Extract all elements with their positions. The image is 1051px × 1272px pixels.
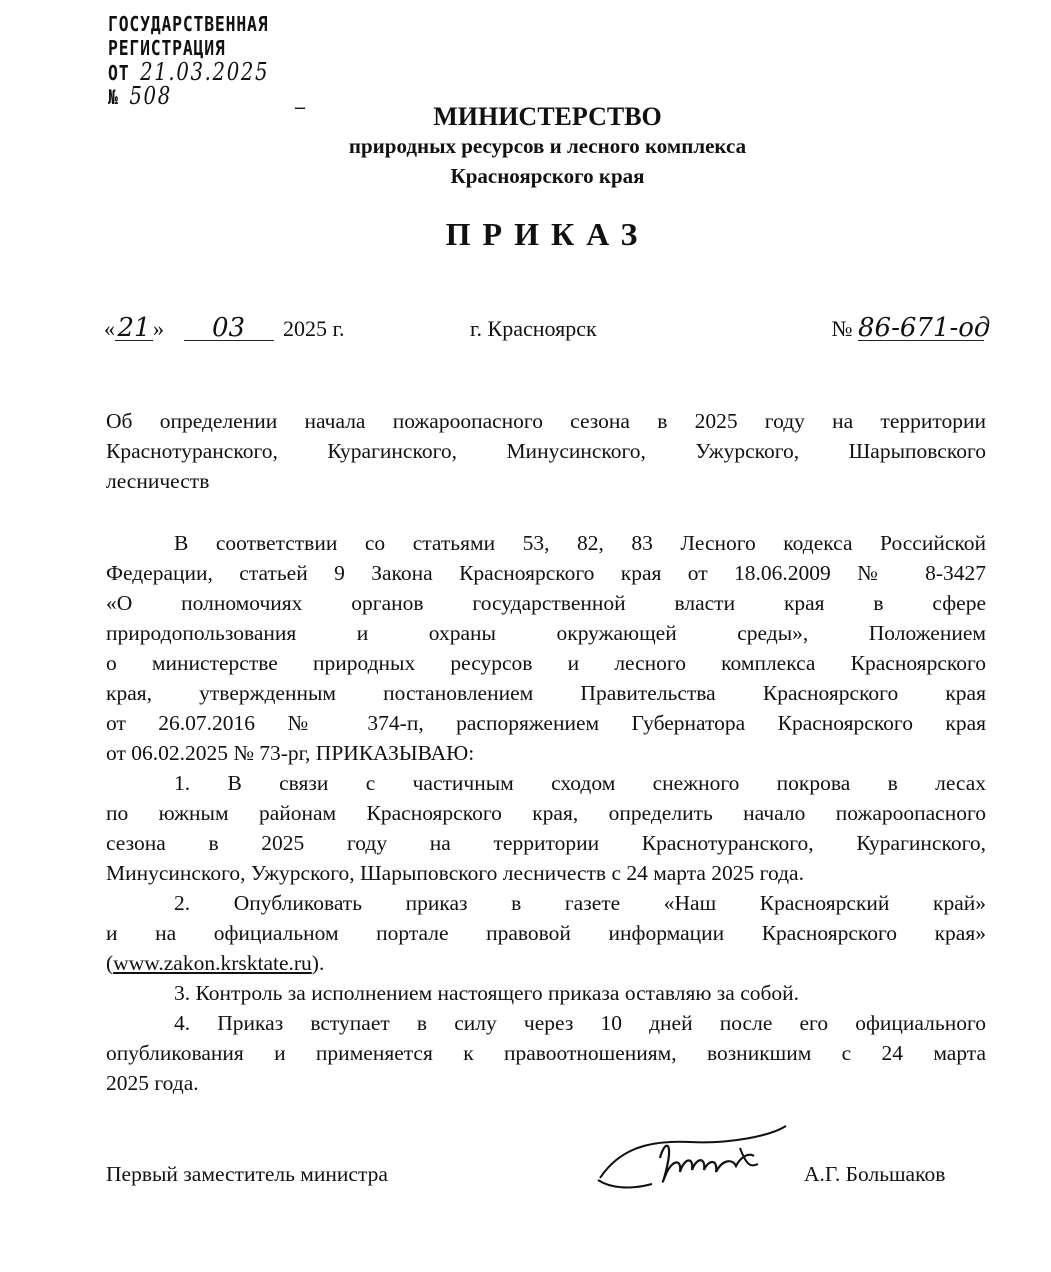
dateline bbox=[104, 312, 991, 352]
portal-link[interactable]: www.zakon.krsktate.ru bbox=[113, 951, 312, 975]
preamble-line: природопользования и охраны окружающей среды», Положением bbox=[106, 621, 986, 645]
subject-line: Об определении начала пожароопасного сезона в 2025 году на территории bbox=[106, 409, 986, 433]
item3-line: 3. Контроль за исполнением настоящего приказа оставляю за собой. bbox=[174, 981, 800, 1005]
preamble-line: «О полномочиях органов государственной власти края в сфере bbox=[106, 591, 986, 615]
date-day: 21 bbox=[115, 316, 153, 341]
date-month: 03 bbox=[184, 316, 274, 341]
link-close: ). bbox=[311, 951, 325, 975]
order-subject bbox=[106, 406, 986, 496]
signatory-name: А.Г. Большаков bbox=[804, 1162, 946, 1186]
order-number-label: № bbox=[831, 316, 853, 341]
preamble-line: края, утвержденным постановлением Правительства Красноярского края bbox=[106, 681, 986, 705]
item1-line: сезона в 2025 году на территории Краснотуранского, Курагинского, bbox=[106, 831, 986, 855]
item1-line: 1. В связи с частичным сходом снежного покрова в лесах bbox=[174, 771, 986, 795]
preamble-line: Федерации, статьей 9 Закона Красноярского края от 18.06.2009 № 8-3427 bbox=[106, 561, 986, 585]
subject-line: лесничеств bbox=[106, 469, 210, 493]
stamp-ot: ОТ bbox=[108, 61, 130, 85]
preamble-line: о министерстве природных ресурсов и лесного комплекса Красноярского bbox=[106, 651, 986, 675]
order-number-value: 86-671-од bbox=[858, 313, 991, 343]
stamp-line1: ГОСУДАРСТВЕННАЯ bbox=[108, 12, 269, 36]
item4-line: 4. Приказ вступает в силу через 10 дней после его официального bbox=[174, 1011, 986, 1035]
ministry-title: МИНИСТЕРСТВО bbox=[433, 102, 662, 131]
date-open-quote: « bbox=[104, 316, 115, 341]
handwritten-signature bbox=[590, 1118, 790, 1198]
document-type: ПРИКАЗ bbox=[445, 216, 650, 252]
subject-line: Краснотуранского, Курагинского, Минусинского, Ужурского, Шарыповского bbox=[106, 439, 986, 463]
ministry-subtitle-2: Красноярского края bbox=[450, 164, 645, 188]
item4-line: опубликования и применяется к правоотношениям, возникшим с 24 марта bbox=[106, 1041, 986, 1065]
stamp-line2: РЕГИСТРАЦИЯ bbox=[108, 36, 226, 60]
preamble-line: от 26.07.2016 № 374-п, распоряжением Губернатора Красноярского края bbox=[106, 711, 986, 735]
item1-line: Минусинского, Ужурского, Шарыповского лесничеств с 24 марта 2025 года. bbox=[106, 861, 804, 885]
order-body bbox=[106, 528, 986, 1098]
order-city: г. Красноярск bbox=[470, 316, 597, 341]
item2-line: 2. Опубликовать приказ в газете «Наш Красноярский край» bbox=[174, 891, 986, 915]
ministry-subtitle-1: природных ресурсов и лесного комплекса bbox=[348, 134, 747, 158]
item1-line: по южным районам Красноярского края, определить начало пожароопасного bbox=[106, 801, 986, 825]
preamble-line: от 06.02.2025 № 73-рг, ПРИКАЗЫВАЮ: bbox=[106, 741, 475, 765]
stamp-date-row bbox=[108, 60, 269, 84]
date-close-quote: » bbox=[153, 316, 164, 341]
stamp-number: 508 bbox=[129, 82, 172, 110]
order-date bbox=[104, 313, 345, 343]
item2-link-line bbox=[106, 948, 986, 978]
order-number bbox=[831, 313, 991, 343]
item2-line: и на официальном портале правовой информации Красноярского края» bbox=[106, 921, 986, 945]
signatory-position: Первый заместитель министра bbox=[106, 1162, 388, 1186]
link-open: ( bbox=[106, 951, 114, 975]
stamp-date: 21.03.2025 bbox=[140, 58, 270, 86]
item4-line: 2025 года. bbox=[106, 1071, 199, 1095]
registration-stamp bbox=[108, 12, 269, 108]
preamble-line: В соответствии со статьями 53, 82, 83 Лесного кодекса Российской bbox=[174, 531, 986, 555]
stamp-dash: – bbox=[295, 96, 305, 118]
date-year: 2025 г. bbox=[283, 316, 345, 341]
stamp-number-mark: № bbox=[108, 85, 119, 109]
